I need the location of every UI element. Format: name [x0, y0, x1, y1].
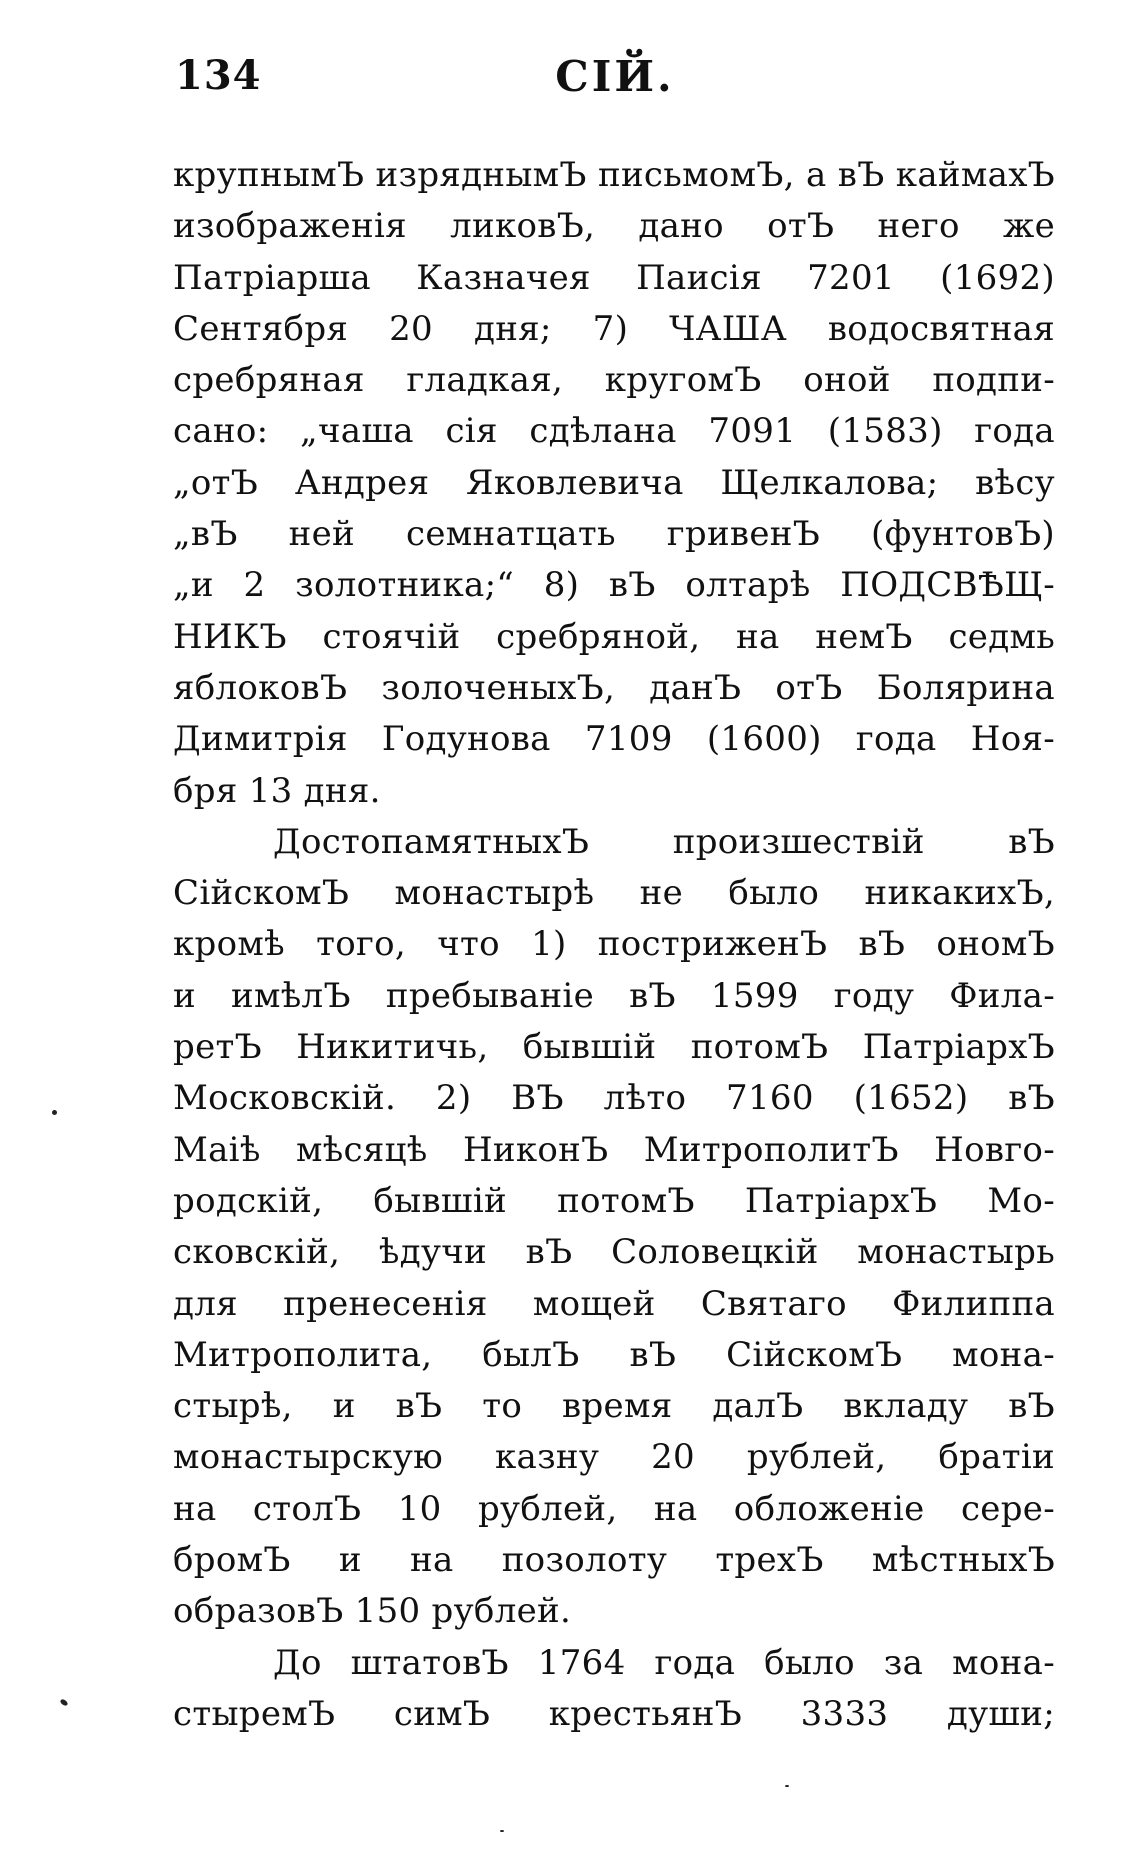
- text-line: сано: „чаша сія сдѣлана 7091 (1583) года: [173, 411, 1055, 452]
- paragraph-3: [173, 1638, 1055, 1741]
- text-line: стырѣ, и вЪ то время далЪ вкладу вЪ: [173, 1386, 1055, 1427]
- page-number: 134: [175, 52, 262, 99]
- text-line: Патріарша Казначея Паисія 7201 (1692): [173, 257, 1055, 298]
- text-line: монастырскую казну 20 рублей, братіи: [173, 1437, 1055, 1478]
- text-line: сковскій, ѣдучи вЪ Соловецкій монастырь: [173, 1232, 1055, 1273]
- text-line: Митрополита, былЪ вЪ СійскомЪ мона-: [173, 1334, 1055, 1375]
- scan-speck: [500, 1830, 504, 1832]
- text-line: Московскій. 2) ВЪ лѣто 7160 (1652) вЪ: [173, 1078, 1055, 1119]
- text-line: ДостопамятныхЪ произшествій вЪ: [273, 821, 1055, 862]
- text-line: бря 13 дня.: [173, 770, 381, 811]
- paragraph-1: [173, 150, 1055, 817]
- body-text: [173, 150, 1055, 1740]
- scan-speck: [785, 1785, 789, 1787]
- text-line: бромЪ и на позолоту трехЪ мѣстныхЪ: [173, 1540, 1055, 1581]
- text-line: яблоковЪ золоченыхЪ, данЪ отЪ Болярина: [173, 667, 1055, 708]
- text-line: ретЪ Никитичь, бывшій потомЪ ПатріархЪ: [173, 1027, 1055, 1068]
- text-line: „отЪ Андрея Яковлевича Щелкалова; вѣсу: [173, 462, 1055, 503]
- text-line: для пренесенія мощей Святаго Филиппа: [173, 1283, 1055, 1324]
- text-line: „вЪ ней семнатцать гривенЪ (фунтовЪ): [173, 514, 1055, 555]
- paragraph-2: [173, 817, 1055, 1638]
- text-line: родскій, бывшій потомЪ ПатріархЪ Мо-: [173, 1180, 1055, 1221]
- text-line: „и 2 золотника;“ 8) вЪ олтарѣ ПОДСВѢЩ-: [173, 565, 1055, 606]
- text-line: кромѣ того, что 1) постриженЪ вЪ ономЪ: [173, 924, 1055, 965]
- text-line: изображенія ликовЪ, дано отЪ него же: [173, 206, 1055, 247]
- text-line: Маіѣ мѣсяцѣ НиконЪ МитрополитЪ Новго-: [173, 1129, 1055, 1170]
- text-line: на столЪ 10 рублей, на обложеніе сере-: [173, 1488, 1055, 1529]
- text-line: крупнымЪ изряднымЪ письмомЪ, а вЪ каймахЪ: [173, 155, 1055, 195]
- running-head: СІЙ.: [555, 52, 675, 101]
- text-line: Димитрія Годунова 7109 (1600) года Ноя-: [173, 719, 1055, 760]
- text-line: СійскомЪ монастырѣ не было никакихЪ,: [173, 873, 1055, 914]
- text-line: До штатовЪ 1764 года было за мона-: [273, 1642, 1055, 1683]
- text-line: НИКЪ стоячій сребряной, на немЪ седмь: [173, 616, 1055, 657]
- text-line: стыремЪ симЪ крестьянЪ 3333 души;: [173, 1693, 1055, 1734]
- text-line: сребряная гладкая, кругомЪ оной подпи-: [173, 360, 1055, 401]
- text-line: и имѣлЪ пребываніе вЪ 1599 году Фила-: [173, 975, 1055, 1016]
- text-line: образовЪ 150 рублей.: [173, 1591, 572, 1632]
- scan-speck: [52, 1110, 57, 1115]
- text-line: Сентября 20 дня; 7) ЧАША водосвятная: [173, 308, 1055, 349]
- page-header: [175, 52, 1055, 112]
- scan-speck: [59, 1698, 68, 1707]
